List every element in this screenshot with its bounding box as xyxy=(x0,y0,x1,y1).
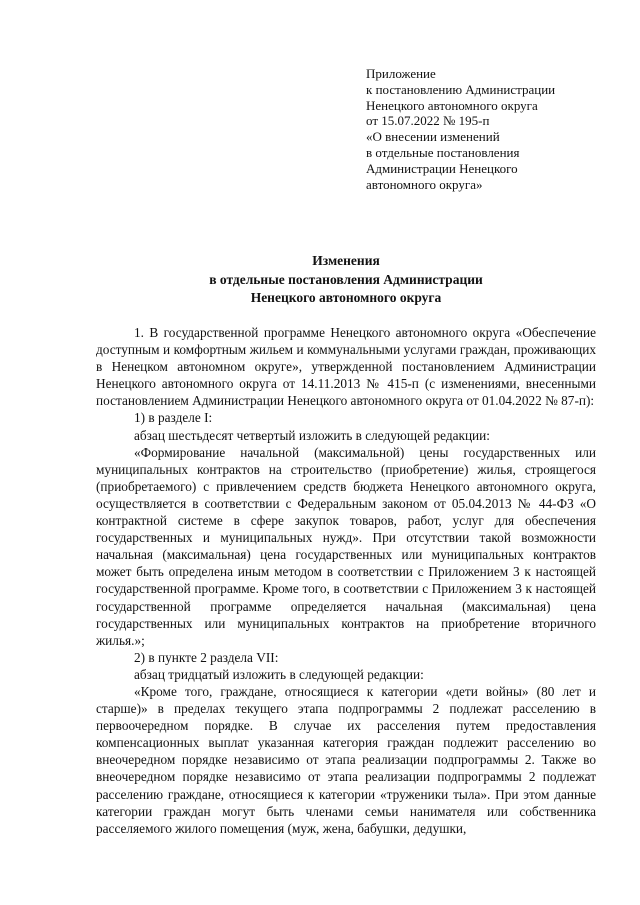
appendix-line: Приложение xyxy=(366,66,436,81)
body-paragraph: 2) в пункте 2 раздела VII: xyxy=(134,649,279,665)
body-paragraph: 1. В государственной программе Ненецкого автономного округа «Обеспечение доступным и комфортным жильем и коммунальными услугами граждан, проживающих в Ненецком автономном округе», утвержденной постановлением Администрации Ненецкого автономного округа от 14.11.2013 № 415-п (с изменениями, внесенными постановлением Администрации Ненецкого автономного округа от 01.04.2022 № 87-п): xyxy=(96,325,596,409)
body-paragraph: абзац тридцатый изложить в следующей редакции: xyxy=(134,666,424,682)
appendix-line: от 15.07.2022 № 195-п xyxy=(366,113,490,129)
appendix-line: в отдельные постановления xyxy=(366,144,520,160)
body-paragraph: 1) в разделе I: xyxy=(134,410,213,426)
appendix-line: Ненецкого автономного округа xyxy=(366,97,538,113)
appendix-line: автономного округа» xyxy=(366,176,483,192)
appendix-block xyxy=(366,66,616,192)
title-line: Ненецкого автономного округа xyxy=(250,290,442,305)
title-line: в отдельные постановления Администрации xyxy=(209,271,483,287)
title-line: Изменения xyxy=(312,253,380,268)
appendix-line: к постановлению Администрации xyxy=(366,81,556,97)
appendix-line: «О внесении изменений xyxy=(366,129,500,145)
body-paragraph: «Кроме того, граждане, относящиеся к категории «дети войны» (80 лет и старше)» в пределах текущего этапа подпрограммы 2 подлежат расселению в первоочередном порядке. В случае их расселения путем предоставления компенсационных выплат указанная категория граждан подлежит расселению во внеочередном порядке независимо от этапа реализации подпрограммы 2. Также во внеочередном порядке независимо от этапа реализации подпрограммы 2 подлежат расселению граждане, относящиеся к категории «труженики тыла». При этом данные категории граждан могут быть членами семьи нанимателя или собственника расселяемого жилого помещения (муж, жена, бабушки, дедушки, xyxy=(96,683,596,836)
body-paragraph: абзац шестьдесят четвертый изложить в следующей редакции: xyxy=(134,427,490,443)
document-body xyxy=(96,324,596,837)
appendix-line: Администрации Ненецкого xyxy=(366,160,518,176)
document-title xyxy=(96,252,596,308)
body-paragraph: «Формирование начальной (максимальной) цены государственных или муниципальных контрактов на строительство (приобретение) жилья, строящегося (приобретаемого) с привлечением средств бюджета Ненецкого автономного округа, осуществляется в соответствии с Федеральным законом от 05.04.2013 № 44-ФЗ «О контрактной системе в сфере закупок товаров, работ, услуг для обеспечения государственных и муниципальных нужд». При отсутствии такой возможности начальная (максимальная) цена государственных или муниципальных контрактов может быть определена иным методом в соответствии с Приложением 3 к настоящей государственной программе. Кроме того, в соответствии с Приложением 3 к настоящей государственной программе определяется начальная (максимальная) цена государственных или муниципальных контрактов на приобретение вторичного жилья.»; xyxy=(96,444,596,648)
